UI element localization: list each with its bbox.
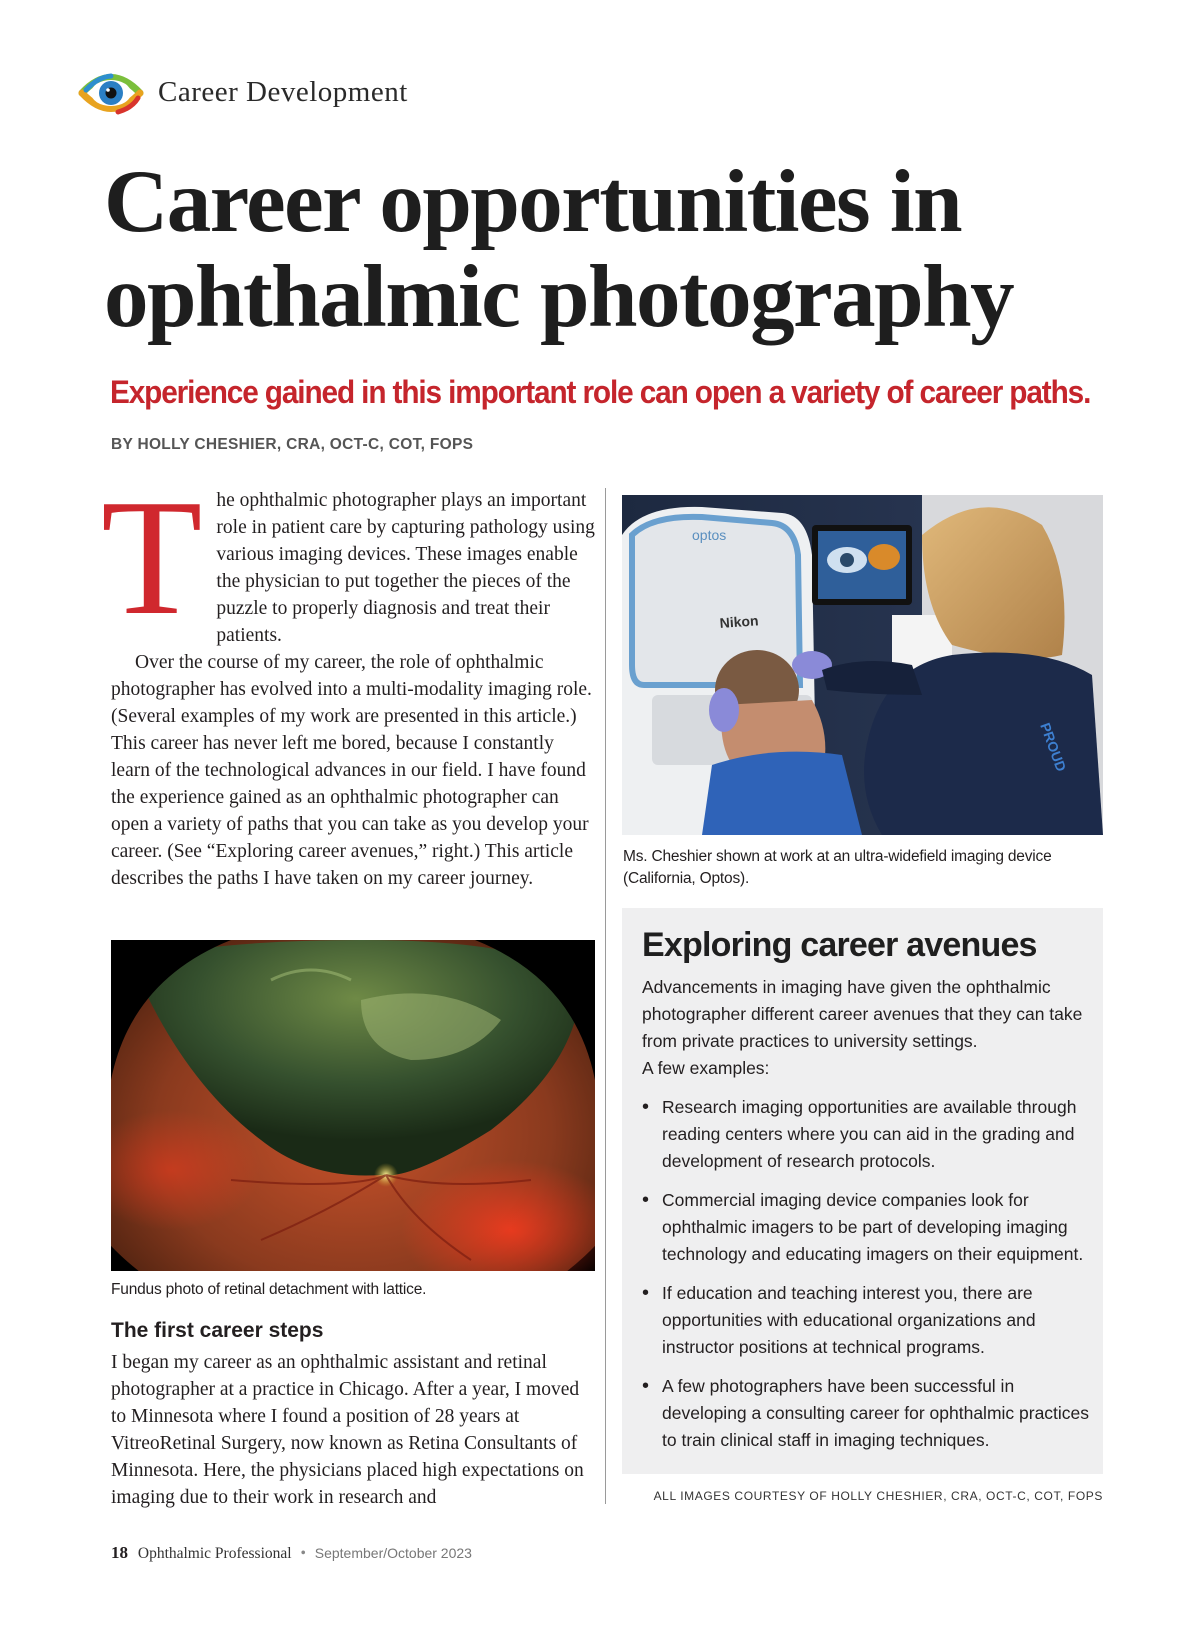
list-item: • If education and teaching interest you, there are opportunities with educational organizations and instructor positions at technical programs. xyxy=(642,1280,1092,1361)
work-photo xyxy=(622,495,1103,835)
sidebar-intro-text: Advancements in imaging have given the ophthalmic photographer different career avenues that they can take from private practices to university settings. xyxy=(642,977,1083,1051)
page-number: 18 xyxy=(111,1543,128,1562)
photo-caption: Ms. Cheshier shown at work at an ultra-widefield imaging device (California, Optos). xyxy=(623,848,1052,887)
sidebar-list xyxy=(642,1094,1092,1466)
intro-text xyxy=(101,465,595,892)
sidebar-box xyxy=(622,908,1103,1474)
list-item: • A few photographers have been successful in developing a consulting career for ophthalmic practices to train clinical staff in imaging techniques. xyxy=(642,1373,1092,1454)
device-maker-text: Nikon xyxy=(719,612,760,631)
section-heading: The first career steps xyxy=(111,1319,324,1342)
device-brand-text: optos xyxy=(692,527,727,543)
byline: BY HOLLY CHESHIER, CRA, OCT-C, COT, FOPS xyxy=(111,436,474,453)
intro-paragraph-2: Over the course of my career, the role of ophthalmic photographer has evolved into a multi-modality imaging role. (Several examples of my work are presented in this article.) This career has never left me bored, because I constantly learn of the technological advances in our field. I have found the experience gained as an ophthalmic photographer can open a variety of paths that you can take as you develop your career. (See “Exploring career avenues,” right.) This article describes the paths I have taken on my career journey. xyxy=(111,652,592,889)
fundus-photo xyxy=(111,940,595,1271)
sidebar-intro xyxy=(642,974,1087,1082)
list-item: • Research imaging opportunities are available through reading centers where you can aid in the grading and development of research protocols. xyxy=(642,1094,1092,1175)
image-credit: ALL IMAGES COURTESY OF HOLLY CHESHIER, CRA, OCT-C, COT, FOPS xyxy=(653,1489,1103,1503)
column-divider xyxy=(605,488,606,1504)
section-label: Career Development xyxy=(158,76,408,108)
intro-paragraph-1: he ophthalmic photographer plays an important role in patient care by capturing pathology using various imaging devices. These images enable the physician to put together the pieces of the puzzle to properly diagnosis and treat their patients. xyxy=(216,490,595,646)
drop-cap: T xyxy=(101,465,203,649)
fundus-caption: Fundus photo of retinal detachment with lattice. xyxy=(111,1281,427,1298)
sidebar-intro-lead: A few examples: xyxy=(642,1058,770,1078)
publication-name: Ophthalmic Professional xyxy=(137,1545,292,1562)
eye-icon xyxy=(78,68,144,118)
article-subtitle: Experience gained in this important role can open a variety of career paths. xyxy=(110,374,1091,410)
article-title: Career opportunities in ophthalmic photography xyxy=(104,153,1014,346)
svg-text:PROUD: PROUD xyxy=(1037,720,1070,774)
page-footer xyxy=(111,1543,472,1563)
issue-date: September/October 2023 xyxy=(314,1545,472,1561)
steps-paragraph: I began my career as an ophthalmic assistant and retinal photographer at a practice in Chicago. After a year, I moved to Minnesota where I found a position of 28 years at VitreoRetinal Surgery, now known as Retina Consultants of Minnesota. Here, the physicians placed high expectations on imaging due to their work in research and xyxy=(111,1352,584,1508)
footer-separator: • xyxy=(300,1545,306,1562)
sidebar-title: Exploring career avenues xyxy=(642,926,1037,964)
list-item: • Commercial imaging device companies look for ophthalmic imagers to be part of developing imaging technology and educating imagers on their equipment. xyxy=(642,1187,1092,1268)
